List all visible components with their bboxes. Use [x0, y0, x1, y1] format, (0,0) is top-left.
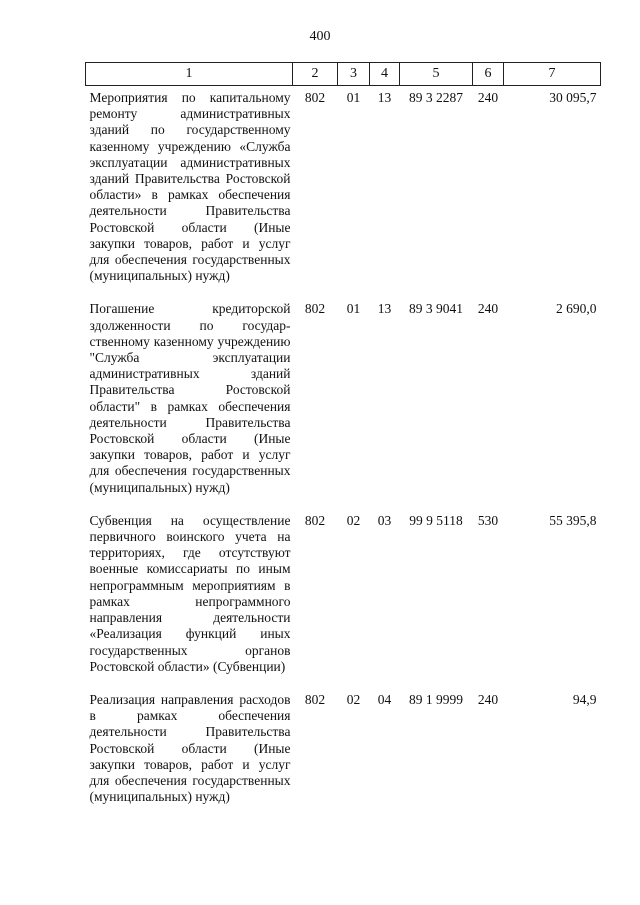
- expense-type-code: 240: [477, 691, 499, 707]
- expense-type-code: 240: [477, 90, 499, 105]
- subsection-code: 13: [377, 90, 392, 105]
- row-description: Мероприятия по капитальному ремонту административных зданий по государственному казенному учреждению «Служба эксплуатации административных зданий Правительства Ростовской области» в рамках обеспечения деятельности Правительства Ростовской области (Иные закупки товаров, работ и услуг для обеспечения государственных (муниципальных) нужд): [89, 90, 291, 284]
- table-row: [86, 298, 601, 509]
- ministry-code: 802: [304, 512, 326, 528]
- ministry-code: 802: [304, 691, 326, 707]
- section-code: 01: [346, 301, 361, 317]
- column-header: 2: [293, 63, 338, 86]
- row-description: Погашение кредиторской здолженности по государственному казенному учреждению "Служба эксплуатации административных зданий Правительства Ростовской области" в рамках обеспечения деятельности Правительства Ростовской области (Иные закупки товаров, работ и услуг для обеспечения государственных (муниципальных) нужд): [89, 301, 291, 495]
- ministry-code: 802: [304, 90, 326, 105]
- expense-type-code: 240: [477, 301, 499, 317]
- section-code: 02: [346, 512, 361, 528]
- column-header: 7: [504, 63, 601, 86]
- column-header: 6: [473, 63, 504, 86]
- row-description: Субвенция на осуществление первичного воинского учета на территориях, где отсутствуют военные комиссариаты по иным непрограммным мероприятиям в рамках непрограммного направления деятельности «Реализация функций иных государственных органов Ростовской области» (Субвенции): [89, 512, 291, 674]
- table-row: [86, 689, 601, 819]
- table-header-row: [86, 63, 601, 86]
- subsection-code: 04: [377, 691, 392, 707]
- table-row: [86, 510, 601, 689]
- column-header: 5: [400, 63, 473, 86]
- section-code: 02: [346, 691, 361, 707]
- row-description: Реализация направления расходов в рамках обеспечения деятельности Правительства Ростовской области (Иные закупки товаров, работ и услуг для обеспечения государственных (муниципальных) нужд): [89, 691, 291, 805]
- page-number: 400: [309, 29, 331, 44]
- target-article-code: 89 3 9041: [409, 301, 463, 317]
- target-article-code: 89 1 9999: [409, 691, 463, 707]
- section-code: 01: [346, 90, 361, 105]
- target-article-code: 99 9 5118: [409, 512, 463, 528]
- column-header: 1: [86, 63, 293, 86]
- target-article-code: 89 3 2287: [409, 90, 463, 105]
- expense-type-code: 530: [477, 512, 499, 528]
- column-header: 3: [338, 63, 370, 86]
- subsection-code: 13: [377, 301, 392, 317]
- column-header: 4: [370, 63, 400, 86]
- subsection-code: 03: [377, 512, 392, 528]
- amount-value: 55 395,8: [549, 512, 597, 528]
- table-row: [86, 86, 601, 299]
- ministry-code: 802: [304, 301, 326, 317]
- amount-value: 94,9: [572, 691, 597, 707]
- budget-table: [85, 62, 601, 819]
- amount-value: 30 095,7: [549, 90, 597, 105]
- amount-value: 2 690,0: [556, 301, 597, 317]
